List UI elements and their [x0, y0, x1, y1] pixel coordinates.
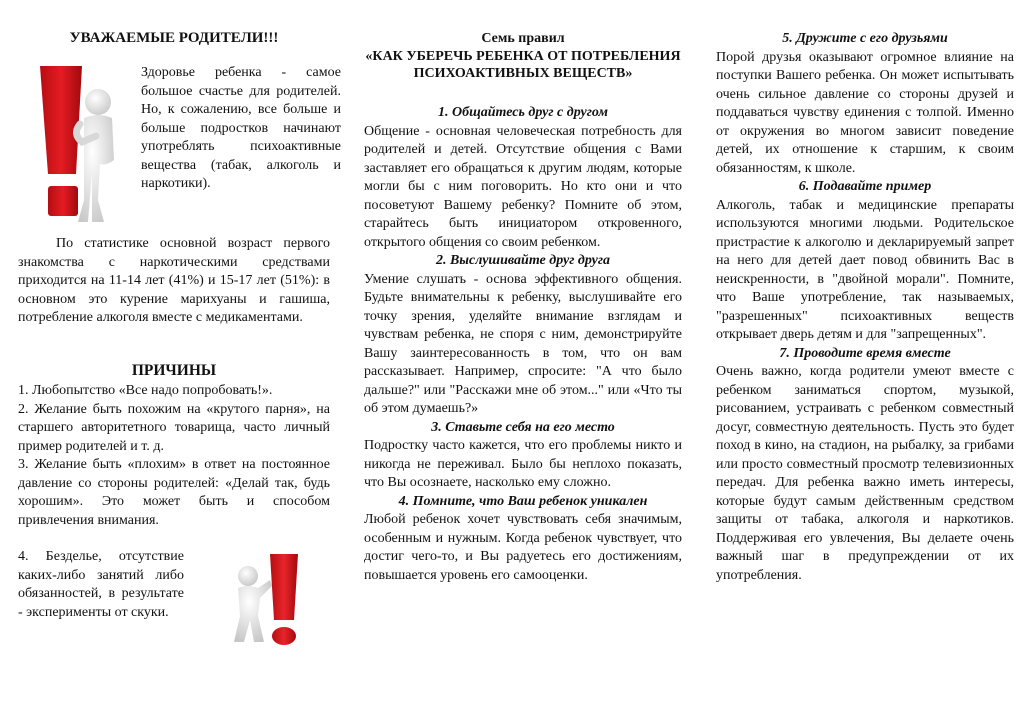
rule-heading: 7. Проводите время вместе	[779, 345, 951, 361]
rule-text: Общение - основная человеческая потребность для родителей и детей. Отсутствие общения с Вами заставляет его обращаться к другим людям, которые могли бы с ним поговорить. Но кто они и что посоветуют Вашему ребенку? Помните об этом, старайтесь быть инициатором откровенного, открытого общения со своим ребенком.	[364, 123, 682, 250]
intro-paragraph: Здоровье ребенка - самое большое счастье для родителей. Но, к сожалению, все больше и больше подростков начинают употреблять психоактивные вещества (табак, алкоголь и наркотики).	[141, 65, 341, 191]
rules-body	[364, 104, 682, 585]
page-title: УВАЖАЕМЫЕ РОДИТЕЛИ!!!	[69, 30, 279, 46]
rule-heading: 2. Выслушивайте друг друга	[435, 253, 611, 268]
rule-heading: 4. Помните, что Ваш ребенок уникален	[398, 493, 648, 509]
rule-text: Подростку часто кажется, что его проблемы никто и никогда не переживал. Было бы неплохо показать, что Вы осознаете, насколько ему сложно.	[364, 438, 682, 490]
rule-heading: 5. Дружите с его друзьями	[782, 31, 948, 46]
rules-title	[364, 30, 682, 83]
list-item: 2. Желание быть похожим на «крутого парня», на старшего авторитетного товарища, часто личный пример родителей и т. д.	[18, 401, 330, 454]
rule-text: Умение слушать - основа эффективного общения. Будьте внимательны к ребенку, выслушивайте его точку зрения, уделяйте внимание взглядам и чувствам ребенка, не споря с ним, демонстрируйте Вашу заинтересованность в том, что он вам рассказывает. Например, спросите: "А что было дальше?" или "Расскажи мне об этом..." или «Что ты об этом думаешь?»	[364, 271, 682, 416]
rule-text: Порой друзья оказывают огромное влияние на поступки Вашего ребенка. Он может испытывать очень сильное давление со стороны друзей и поддаваться чувству единения с толпой. Именно от окружения во многом зависит поведение детей, их отношение к старшим, к своим обязанностям, к школе.	[716, 49, 1014, 176]
rule-heading: 3. Ставьте себя на его место	[431, 419, 615, 435]
statistics-paragraph: По статистике основной возраст первого знакомства с наркотическими средствами приходится на 11-14 лет (41%) и 15-17 лет (51%): в основном это курение марихуаны и гашиша, потребление алкоголя вместе с медикаментами.	[18, 236, 330, 325]
rule-heading: 1. Общайтесь друг с другом	[438, 105, 608, 120]
list-item: 3. Желание быть «плохим» в ответ на постоянное давление со стороны родителей: «Делай так, будь хорошим». Это может быть и способом привлечения внимания.	[18, 457, 330, 528]
exclamation-figure-icon	[36, 62, 122, 232]
rules-body-continued	[716, 30, 1014, 585]
rules-title-line1: Семь правил	[481, 31, 565, 46]
rules-title-line2: «КАК УБЕРЕЧЬ РЕБЕНКА ОТ ПОТРЕБЛЕНИЯ ПСИХОАКТИВНЫХ ВЕЩЕСТВ»	[365, 48, 681, 81]
exclamation-figure-icon	[218, 550, 318, 650]
rule-heading: 6. Подавайте пример	[798, 179, 932, 194]
causes-heading: ПРИЧИНЫ	[131, 362, 217, 379]
list-item: 1. Любопытство «Все надо попробовать!».	[18, 383, 273, 398]
rule-text: Любой ребенок хочет чувствовать себя значимым, особенным и нужным. Когда ребенок чувствует, что достиг чего-то, и Вы радуетесь его достижениям, повышается уровень его самооценки.	[364, 512, 682, 583]
list-item: 4. Безделье, отсутствие каких-либо занятий либо обязанностей, в результате - эксперименты от скуки.	[18, 549, 184, 620]
rule-text: Очень важно, когда родители умеют вместе с ребенком заниматься спортом, музыкой, рисованием, устраивать с ребенком совместный досуг, совместную деятельность. Пусть это будет поход в кино, на стадион, на рыбалку, за грибами или просто совместный просмотр телевизионных передач. Для ребенка важно иметь интересы, которые будут самым действенным средством защиты от табака, алкоголя и наркотиков. Поддерживая его увлечения, Вы делаете очень важный шаг в предупреждении от их употребления.	[716, 364, 1014, 583]
rule-text: Алкоголь, табак и медицинские препараты используются многими людьми. Родительское пристрастие к алкоголю и декларируемый запрет на него для детей дает повод обвинить Вас в неискренности, в "двойной морали". Помните, что Ваше употребление, так называемых, "разрешенных" психоактивных веществ открывает дверь детям и для "запрещенных".	[716, 197, 1014, 342]
causes-list	[18, 382, 330, 530]
